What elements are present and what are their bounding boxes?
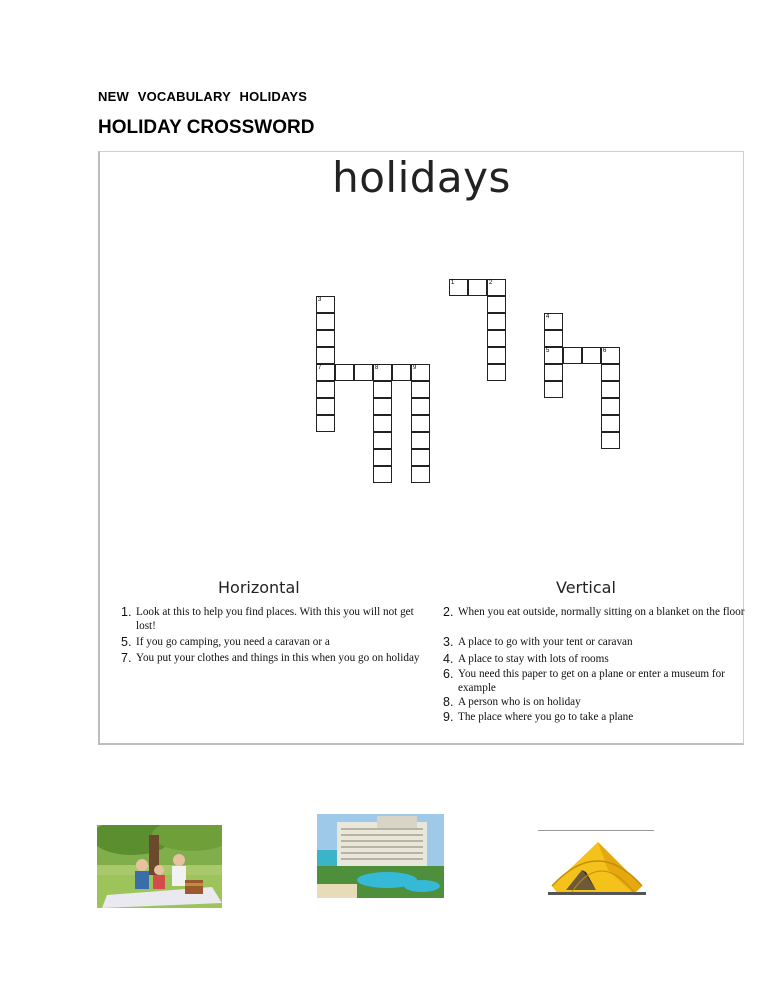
crossword-cell[interactable] <box>582 347 601 364</box>
crossword-cell[interactable] <box>392 364 411 381</box>
clue-number: 9 <box>413 365 417 371</box>
crossword-cell[interactable] <box>601 364 620 381</box>
crossword-cell[interactable] <box>373 364 392 381</box>
crossword-cell[interactable] <box>487 279 506 296</box>
crossword-cell[interactable] <box>544 381 563 398</box>
crossword-cell[interactable] <box>411 415 430 432</box>
crossword-cell[interactable] <box>354 364 373 381</box>
clue-number: 3 <box>318 297 322 303</box>
crossword-cell[interactable] <box>487 330 506 347</box>
crossword-cell[interactable] <box>373 449 392 466</box>
crossword-cell[interactable] <box>373 415 392 432</box>
vertical-clue: 8. A person who is on holiday <box>443 695 581 709</box>
vertical-clue: 4. A place to stay with lots of rooms <box>443 652 609 666</box>
picnic-family-photo <box>97 825 222 908</box>
clue-number: 7 <box>318 365 322 371</box>
crossword-cell[interactable] <box>411 432 430 449</box>
crossword-cell[interactable] <box>316 330 335 347</box>
crossword-cell[interactable] <box>411 449 430 466</box>
crossword-cell[interactable] <box>316 381 335 398</box>
crossword-cell[interactable] <box>411 364 430 381</box>
crossword-cell[interactable] <box>411 466 430 483</box>
crossword-cell[interactable] <box>487 296 506 313</box>
vertical-heading: Vertical <box>556 578 616 597</box>
vertical-clue: 3. A place to go with your tent or caravan <box>443 635 633 649</box>
crossword-cell[interactable] <box>544 330 563 347</box>
horizontal-heading: Horizontal <box>218 578 300 597</box>
crossword-cell[interactable] <box>373 398 392 415</box>
clue-number: 6 <box>603 348 607 354</box>
crossword-cell[interactable] <box>316 415 335 432</box>
crossword-cell[interactable] <box>316 296 335 313</box>
vertical-clue: 2. When you eat outside, normally sitting on a blanket on the floor <box>443 605 745 619</box>
vertical-clue: 6. You need this paper to get on a plane or enter a museum for example <box>443 667 725 694</box>
crossword-cell[interactable] <box>601 432 620 449</box>
crossword-cell[interactable] <box>373 466 392 483</box>
crossword-cell[interactable] <box>601 415 620 432</box>
yellow-tent-photo <box>538 830 654 900</box>
clue-number: 8 <box>375 365 379 371</box>
crossword-cell[interactable] <box>544 347 563 364</box>
crossword-cell[interactable] <box>373 432 392 449</box>
crossword-cell[interactable] <box>411 381 430 398</box>
crossword-cell[interactable] <box>487 364 506 381</box>
crossword-cell[interactable] <box>468 279 487 296</box>
crossword-cell[interactable] <box>449 279 468 296</box>
crossword-cell[interactable] <box>601 381 620 398</box>
document-title: HOLIDAY CROSSWORD <box>98 117 315 138</box>
crossword-cell[interactable] <box>373 381 392 398</box>
crossword-cell[interactable] <box>316 398 335 415</box>
hotel-resort-photo <box>317 814 444 898</box>
crossword-puzzle <box>98 151 744 745</box>
vertical-clue: 9. The place where you go to take a plane <box>443 710 634 724</box>
crossword-cell[interactable] <box>544 364 563 381</box>
clue-number: 4 <box>546 314 550 320</box>
crossword-cell[interactable] <box>316 347 335 364</box>
crossword-cell[interactable] <box>487 313 506 330</box>
horizontal-clue: 5. If you go camping, you need a caravan or a <box>121 635 330 649</box>
crossword-cell[interactable] <box>316 364 335 381</box>
crossword-cell[interactable] <box>411 398 430 415</box>
clue-number: 5 <box>546 348 550 354</box>
crossword-cell[interactable] <box>563 347 582 364</box>
clue-number: 2 <box>489 280 493 286</box>
puzzle-title: holidays <box>332 153 511 202</box>
crossword-cell[interactable] <box>487 347 506 364</box>
horizontal-clue: 7. You put your clothes and things in this when you go on holiday <box>121 651 420 665</box>
crossword-cell[interactable] <box>601 398 620 415</box>
crossword-cell[interactable] <box>316 313 335 330</box>
crossword-cell[interactable] <box>544 313 563 330</box>
document-subtitle: NEW VOCABULARY HOLIDAYS <box>98 89 308 104</box>
crossword-cell[interactable] <box>601 347 620 364</box>
clue-number: 1 <box>451 280 455 286</box>
crossword-cell[interactable] <box>335 364 354 381</box>
horizontal-clue: 1. Look at this to help you find places. With this you will not get lost! <box>121 605 414 632</box>
